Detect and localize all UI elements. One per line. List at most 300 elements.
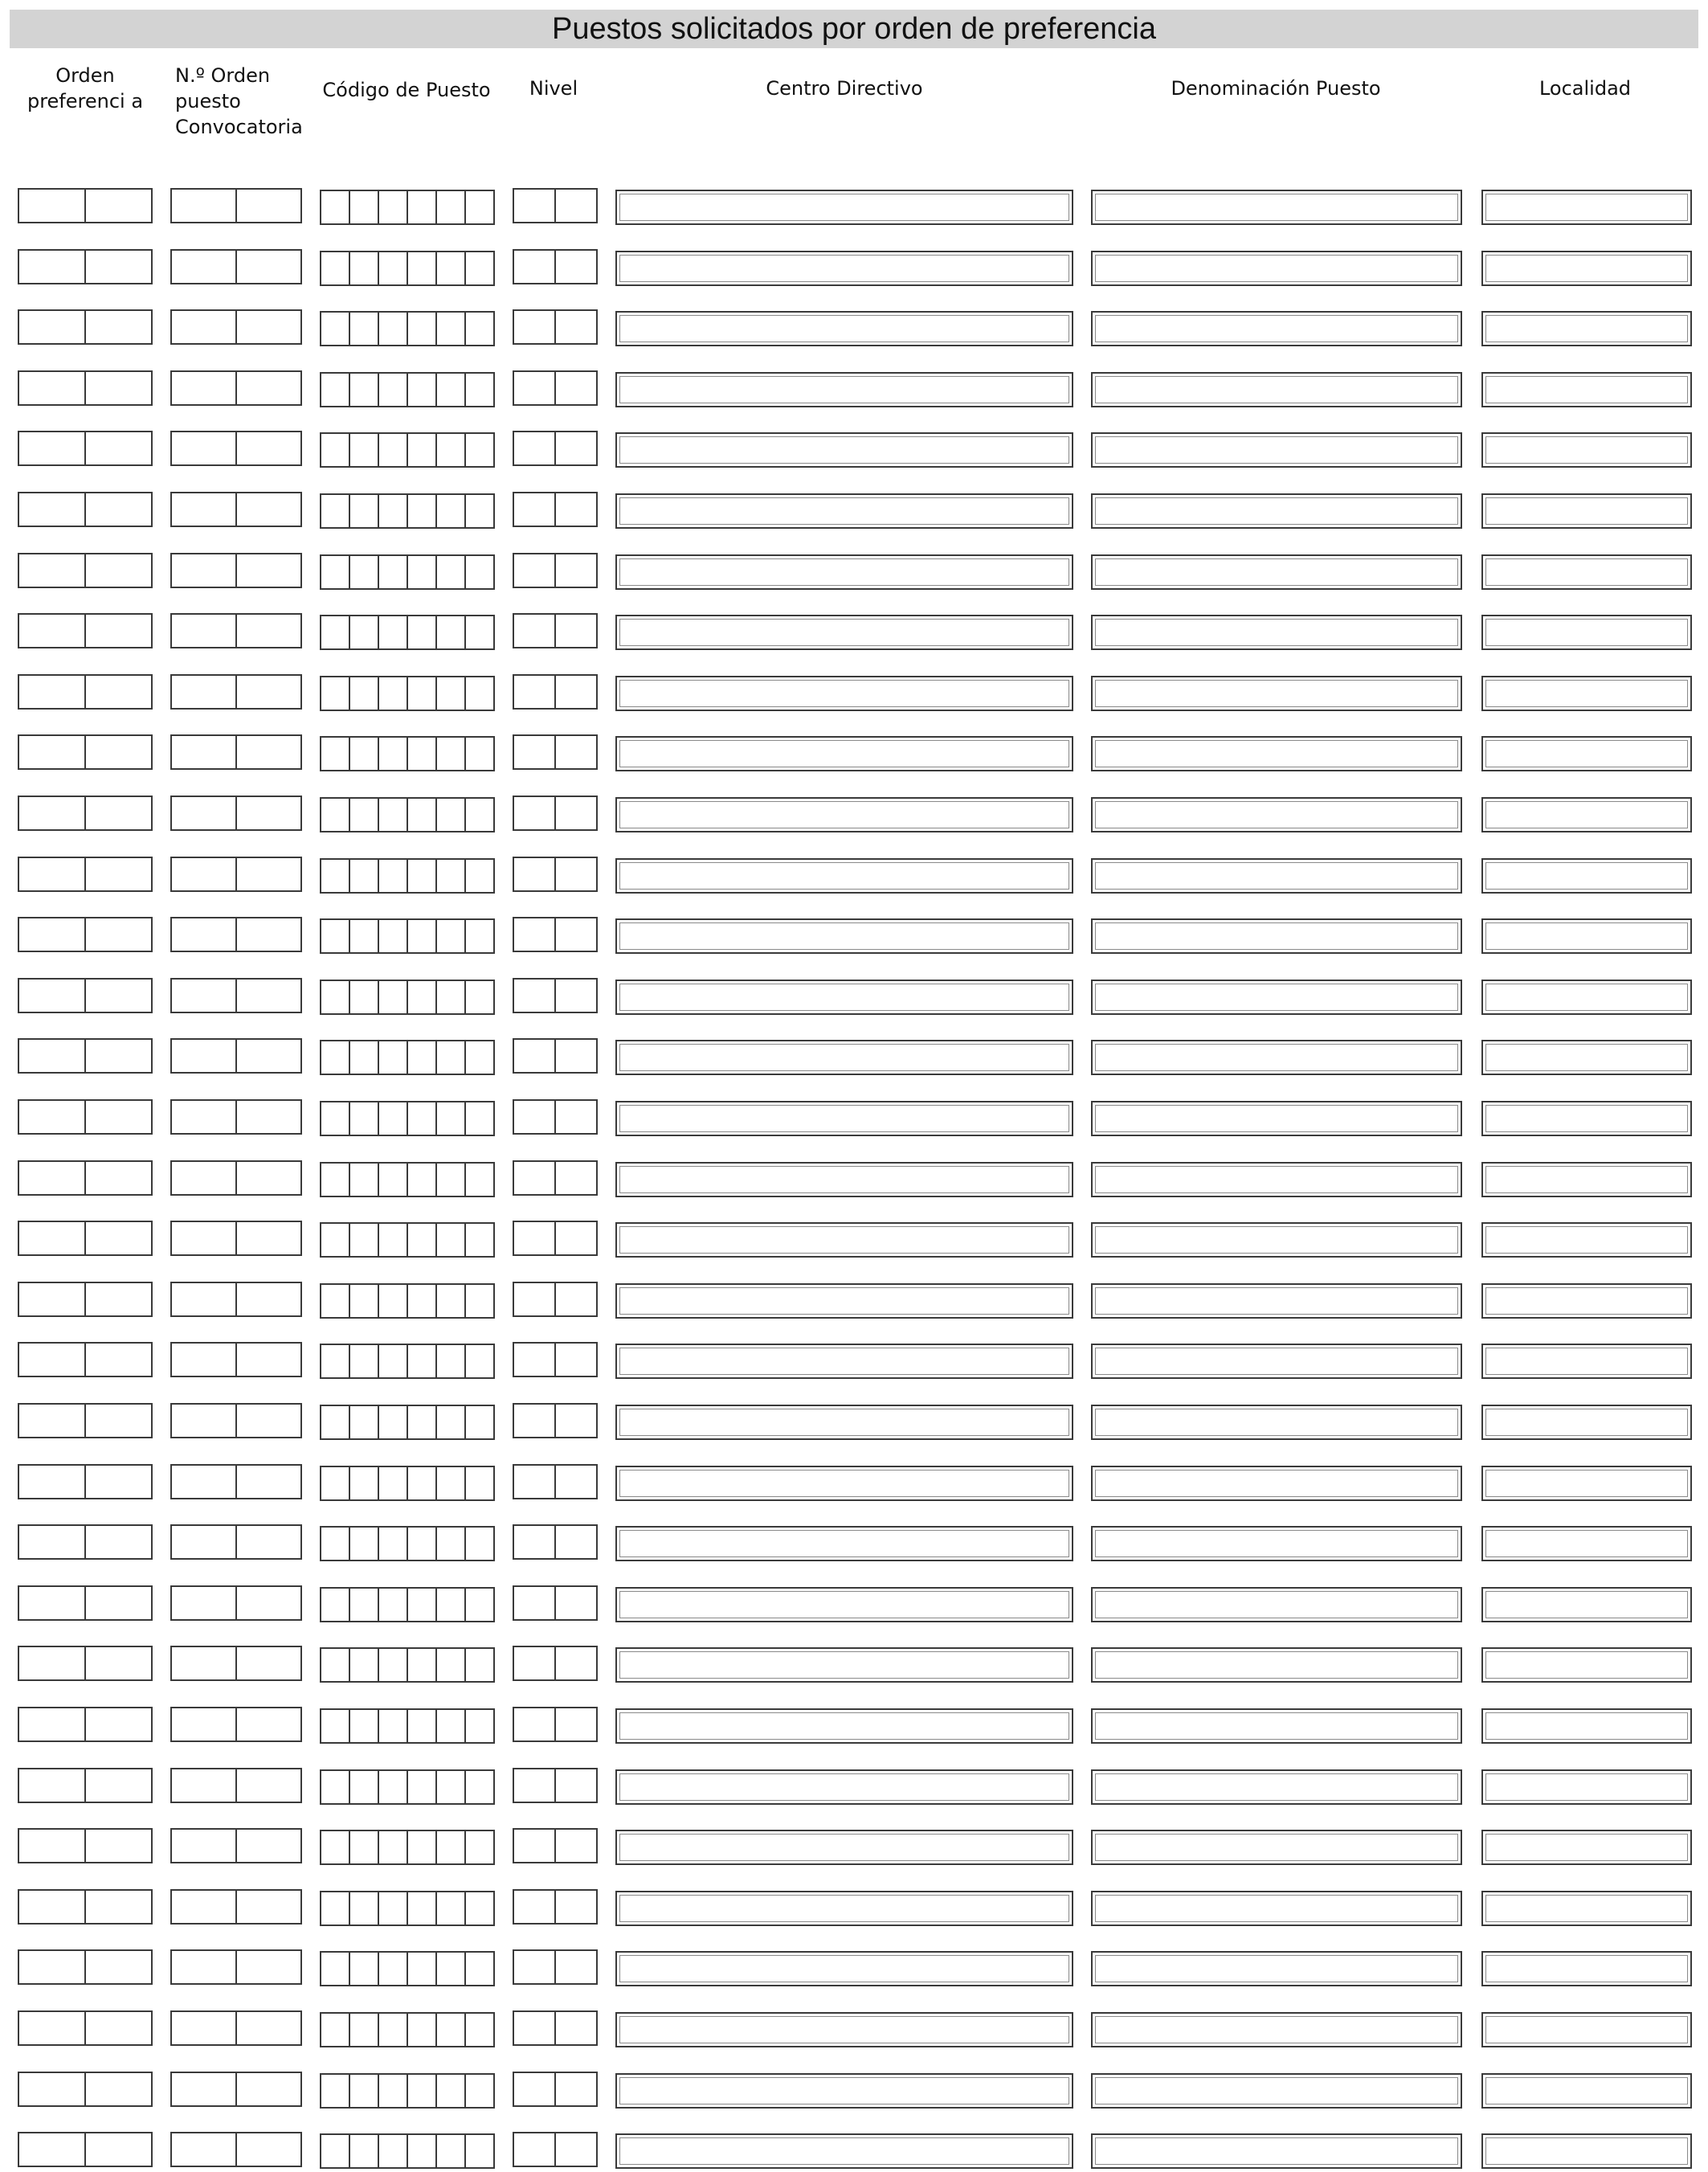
codigo-puesto-digit-cell[interactable] — [437, 1345, 466, 1377]
codigo-puesto-digit-cell[interactable] — [379, 677, 408, 710]
denominacion-puesto-field[interactable] — [1091, 736, 1462, 771]
nivel-digit-cell[interactable] — [514, 1647, 556, 1679]
codigo-puesto-digit-cell[interactable] — [466, 434, 493, 466]
orden-preferencia-digit-cell[interactable] — [19, 251, 86, 283]
codigo-puesto-digit-cell[interactable] — [437, 1649, 466, 1681]
orden-preferencia-digit-cell[interactable] — [86, 1526, 151, 1558]
codigo-puesto-digit-cell[interactable] — [350, 1589, 379, 1621]
orden-preferencia-digit-cell[interactable] — [86, 554, 151, 587]
centro-directivo-input-area[interactable] — [619, 1226, 1069, 1254]
codigo-puesto-digit-cell[interactable] — [379, 1528, 408, 1560]
codigo-puesto-digit-cell[interactable] — [466, 1892, 493, 1925]
codigo-puesto-digit-cell[interactable] — [466, 1224, 493, 1256]
codigo-puesto-digit-cell[interactable] — [466, 799, 493, 831]
denominacion-puesto-field[interactable] — [1091, 1526, 1462, 1561]
orden-preferencia-field[interactable] — [18, 613, 153, 648]
localidad-input-area[interactable] — [1485, 315, 1688, 342]
denominacion-puesto-input-area[interactable] — [1095, 1226, 1458, 1254]
n-orden-puesto-digit-cell[interactable] — [237, 1344, 300, 1376]
denominacion-puesto-input-area[interactable] — [1095, 1530, 1458, 1557]
centro-directivo-field[interactable] — [615, 2133, 1073, 2169]
centro-directivo-input-area[interactable] — [619, 1044, 1069, 1071]
codigo-puesto-digit-cell[interactable] — [437, 2135, 466, 2167]
codigo-puesto-digit-cell[interactable] — [321, 738, 350, 770]
codigo-puesto-digit-cell[interactable] — [408, 1164, 437, 1196]
nivel-digit-cell[interactable] — [514, 372, 556, 404]
n-orden-puesto-digit-cell[interactable] — [172, 1466, 237, 1498]
orden-preferencia-digit-cell[interactable] — [86, 1222, 151, 1254]
localidad-field[interactable] — [1481, 1891, 1692, 1926]
codigo-puesto-field[interactable] — [320, 1222, 495, 1258]
codigo-puesto-field[interactable] — [320, 1891, 495, 1926]
nivel-digit-cell[interactable] — [556, 2133, 596, 2166]
denominacion-puesto-field[interactable] — [1091, 2073, 1462, 2109]
n-orden-puesto-digit-cell[interactable] — [172, 554, 237, 587]
centro-directivo-input-area[interactable] — [619, 1712, 1069, 1740]
denominacion-puesto-input-area[interactable] — [1095, 2077, 1458, 2105]
codigo-puesto-digit-cell[interactable] — [379, 1589, 408, 1621]
centro-directivo-field[interactable] — [615, 1405, 1073, 1440]
n-orden-puesto-digit-cell[interactable] — [237, 1526, 300, 1558]
denominacion-puesto-input-area[interactable] — [1095, 1712, 1458, 1740]
codigo-puesto-digit-cell[interactable] — [379, 920, 408, 952]
n-orden-puesto-digit-cell[interactable] — [172, 615, 237, 647]
codigo-puesto-digit-cell[interactable] — [437, 1224, 466, 1256]
codigo-puesto-field[interactable] — [320, 1526, 495, 1561]
localidad-input-area[interactable] — [1485, 922, 1688, 950]
codigo-puesto-digit-cell[interactable] — [437, 738, 466, 770]
n-orden-puesto-digit-cell[interactable] — [172, 372, 237, 404]
codigo-puesto-digit-cell[interactable] — [466, 1710, 493, 1742]
nivel-digit-cell[interactable] — [514, 190, 556, 222]
localidad-field[interactable] — [1481, 1708, 1692, 1744]
codigo-puesto-digit-cell[interactable] — [408, 252, 437, 284]
localidad-input-area[interactable] — [1485, 194, 1688, 221]
orden-preferencia-digit-cell[interactable] — [86, 1769, 151, 1802]
nivel-field[interactable] — [513, 734, 598, 770]
codigo-puesto-field[interactable] — [320, 1162, 495, 1197]
denominacion-puesto-field[interactable] — [1091, 1405, 1462, 1440]
codigo-puesto-field[interactable] — [320, 980, 495, 1015]
nivel-digit-cell[interactable] — [556, 1405, 596, 1437]
localidad-input-area[interactable] — [1485, 1530, 1688, 1557]
codigo-puesto-digit-cell[interactable] — [350, 738, 379, 770]
localidad-input-area[interactable] — [1485, 801, 1688, 828]
centro-directivo-input-area[interactable] — [619, 740, 1069, 767]
localidad-input-area[interactable] — [1485, 1470, 1688, 1497]
nivel-digit-cell[interactable] — [556, 676, 596, 708]
nivel-field[interactable] — [513, 188, 598, 223]
codigo-puesto-digit-cell[interactable] — [350, 1528, 379, 1560]
orden-preferencia-field[interactable] — [18, 1585, 153, 1621]
localidad-input-area[interactable] — [1485, 2137, 1688, 2165]
codigo-puesto-digit-cell[interactable] — [466, 677, 493, 710]
n-orden-puesto-digit-cell[interactable] — [237, 1951, 300, 1983]
n-orden-puesto-digit-cell[interactable] — [237, 554, 300, 587]
centro-directivo-field[interactable] — [615, 251, 1073, 286]
nivel-digit-cell[interactable] — [514, 1222, 556, 1254]
nivel-digit-cell[interactable] — [556, 1891, 596, 1923]
localidad-field[interactable] — [1481, 2012, 1692, 2047]
codigo-puesto-digit-cell[interactable] — [466, 1406, 493, 1438]
orden-preferencia-field[interactable] — [18, 1464, 153, 1499]
orden-preferencia-digit-cell[interactable] — [19, 918, 86, 951]
centro-directivo-input-area[interactable] — [619, 680, 1069, 707]
denominacion-puesto-field[interactable] — [1091, 1344, 1462, 1379]
orden-preferencia-field[interactable] — [18, 370, 153, 406]
centro-directivo-input-area[interactable] — [619, 1470, 1069, 1497]
nivel-field[interactable] — [513, 1949, 598, 1985]
codigo-puesto-digit-cell[interactable] — [408, 981, 437, 1013]
nivel-field[interactable] — [513, 431, 598, 466]
n-orden-puesto-digit-cell[interactable] — [172, 858, 237, 890]
n-orden-puesto-field[interactable] — [170, 978, 302, 1013]
codigo-puesto-digit-cell[interactable] — [321, 313, 350, 345]
nivel-digit-cell[interactable] — [514, 1040, 556, 1072]
codigo-puesto-digit-cell[interactable] — [437, 1102, 466, 1135]
centro-directivo-input-area[interactable] — [619, 1651, 1069, 1679]
orden-preferencia-digit-cell[interactable] — [86, 1040, 151, 1072]
n-orden-puesto-digit-cell[interactable] — [237, 1647, 300, 1679]
centro-directivo-input-area[interactable] — [619, 436, 1069, 464]
codigo-puesto-field[interactable] — [320, 615, 495, 650]
codigo-puesto-digit-cell[interactable] — [379, 1345, 408, 1377]
localidad-input-area[interactable] — [1485, 1955, 1688, 1982]
codigo-puesto-digit-cell[interactable] — [350, 1771, 379, 1803]
denominacion-puesto-field[interactable] — [1091, 676, 1462, 711]
localidad-field[interactable] — [1481, 1647, 1692, 1683]
codigo-puesto-digit-cell[interactable] — [350, 2014, 379, 2046]
codigo-puesto-digit-cell[interactable] — [408, 677, 437, 710]
centro-directivo-input-area[interactable] — [619, 194, 1069, 221]
orden-preferencia-digit-cell[interactable] — [86, 190, 151, 222]
n-orden-puesto-digit-cell[interactable] — [237, 1769, 300, 1802]
denominacion-puesto-input-area[interactable] — [1095, 194, 1458, 221]
codigo-puesto-digit-cell[interactable] — [379, 1102, 408, 1135]
codigo-puesto-field[interactable] — [320, 190, 495, 225]
codigo-puesto-digit-cell[interactable] — [321, 2075, 350, 2107]
codigo-puesto-digit-cell[interactable] — [408, 191, 437, 223]
codigo-puesto-digit-cell[interactable] — [466, 1467, 493, 1499]
n-orden-puesto-digit-cell[interactable] — [172, 1647, 237, 1679]
orden-preferencia-field[interactable] — [18, 1768, 153, 1803]
centro-directivo-field[interactable] — [615, 1830, 1073, 1865]
orden-preferencia-digit-cell[interactable] — [86, 1708, 151, 1740]
localidad-field[interactable] — [1481, 1526, 1692, 1561]
localidad-input-area[interactable] — [1485, 1651, 1688, 1679]
centro-directivo-field[interactable] — [615, 1162, 1073, 1197]
localidad-field[interactable] — [1481, 1101, 1692, 1136]
orden-preferencia-digit-cell[interactable] — [19, 858, 86, 890]
n-orden-puesto-digit-cell[interactable] — [237, 2012, 300, 2044]
orden-preferencia-field[interactable] — [18, 1342, 153, 1377]
n-orden-puesto-digit-cell[interactable] — [237, 1466, 300, 1498]
n-orden-puesto-digit-cell[interactable] — [237, 251, 300, 283]
codigo-puesto-digit-cell[interactable] — [321, 374, 350, 406]
n-orden-puesto-field[interactable] — [170, 857, 302, 892]
orden-preferencia-digit-cell[interactable] — [19, 1405, 86, 1437]
denominacion-puesto-input-area[interactable] — [1095, 984, 1458, 1011]
orden-preferencia-digit-cell[interactable] — [19, 432, 86, 464]
codigo-puesto-digit-cell[interactable] — [408, 616, 437, 648]
n-orden-puesto-digit-cell[interactable] — [237, 2133, 300, 2166]
n-orden-puesto-field[interactable] — [170, 492, 302, 527]
codigo-puesto-digit-cell[interactable] — [321, 1285, 350, 1317]
centro-directivo-input-area[interactable] — [619, 1409, 1069, 1436]
nivel-digit-cell[interactable] — [556, 1951, 596, 1983]
codigo-puesto-digit-cell[interactable] — [379, 738, 408, 770]
nivel-digit-cell[interactable] — [556, 797, 596, 829]
codigo-puesto-field[interactable] — [320, 1283, 495, 1319]
centro-directivo-field[interactable] — [615, 1647, 1073, 1683]
localidad-input-area[interactable] — [1485, 1348, 1688, 1375]
codigo-puesto-digit-cell[interactable] — [437, 1771, 466, 1803]
codigo-puesto-digit-cell[interactable] — [379, 799, 408, 831]
orden-preferencia-digit-cell[interactable] — [86, 311, 151, 343]
n-orden-puesto-digit-cell[interactable] — [172, 432, 237, 464]
nivel-digit-cell[interactable] — [514, 2073, 556, 2105]
codigo-puesto-digit-cell[interactable] — [350, 495, 379, 527]
codigo-puesto-digit-cell[interactable] — [437, 374, 466, 406]
nivel-digit-cell[interactable] — [514, 1769, 556, 1802]
nivel-field[interactable] — [513, 309, 598, 345]
codigo-puesto-digit-cell[interactable] — [466, 981, 493, 1013]
localidad-field[interactable] — [1481, 1830, 1692, 1865]
centro-directivo-field[interactable] — [615, 736, 1073, 771]
denominacion-puesto-input-area[interactable] — [1095, 1651, 1458, 1679]
orden-preferencia-digit-cell[interactable] — [86, 493, 151, 526]
centro-directivo-field[interactable] — [615, 190, 1073, 225]
nivel-digit-cell[interactable] — [556, 372, 596, 404]
n-orden-puesto-field[interactable] — [170, 917, 302, 952]
codigo-puesto-digit-cell[interactable] — [437, 677, 466, 710]
nivel-digit-cell[interactable] — [556, 251, 596, 283]
nivel-digit-cell[interactable] — [556, 980, 596, 1012]
codigo-puesto-digit-cell[interactable] — [466, 191, 493, 223]
codigo-puesto-digit-cell[interactable] — [350, 1953, 379, 1985]
localidad-field[interactable] — [1481, 615, 1692, 650]
nivel-digit-cell[interactable] — [556, 1040, 596, 1072]
codigo-puesto-field[interactable] — [320, 1708, 495, 1744]
centro-directivo-input-area[interactable] — [619, 1348, 1069, 1375]
codigo-puesto-field[interactable] — [320, 493, 495, 529]
centro-directivo-input-area[interactable] — [619, 376, 1069, 403]
codigo-puesto-digit-cell[interactable] — [379, 1892, 408, 1925]
codigo-puesto-digit-cell[interactable] — [379, 434, 408, 466]
n-orden-puesto-digit-cell[interactable] — [237, 736, 300, 768]
denominacion-puesto-input-area[interactable] — [1095, 922, 1458, 950]
n-orden-puesto-digit-cell[interactable] — [237, 1708, 300, 1740]
denominacion-puesto-field[interactable] — [1091, 1769, 1462, 1805]
n-orden-puesto-digit-cell[interactable] — [237, 1830, 300, 1862]
codigo-puesto-digit-cell[interactable] — [321, 191, 350, 223]
codigo-puesto-digit-cell[interactable] — [350, 1041, 379, 1074]
codigo-puesto-digit-cell[interactable] — [350, 677, 379, 710]
n-orden-puesto-digit-cell[interactable] — [172, 1040, 237, 1072]
localidad-field[interactable] — [1481, 1344, 1692, 1379]
localidad-field[interactable] — [1481, 311, 1692, 346]
centro-directivo-field[interactable] — [615, 2012, 1073, 2047]
nivel-digit-cell[interactable] — [556, 1222, 596, 1254]
codigo-puesto-digit-cell[interactable] — [350, 1892, 379, 1925]
denominacion-puesto-input-area[interactable] — [1095, 1105, 1458, 1132]
orden-preferencia-digit-cell[interactable] — [19, 554, 86, 587]
codigo-puesto-field[interactable] — [320, 2012, 495, 2047]
orden-preferencia-digit-cell[interactable] — [19, 980, 86, 1012]
codigo-puesto-digit-cell[interactable] — [437, 1953, 466, 1985]
centro-directivo-field[interactable] — [615, 1040, 1073, 1075]
denominacion-puesto-field[interactable] — [1091, 1283, 1462, 1319]
codigo-puesto-digit-cell[interactable] — [321, 1892, 350, 1925]
n-orden-puesto-digit-cell[interactable] — [237, 1162, 300, 1194]
codigo-puesto-digit-cell[interactable] — [466, 1771, 493, 1803]
codigo-puesto-digit-cell[interactable] — [408, 495, 437, 527]
codigo-puesto-field[interactable] — [320, 918, 495, 954]
n-orden-puesto-digit-cell[interactable] — [172, 736, 237, 768]
orden-preferencia-digit-cell[interactable] — [86, 1830, 151, 1862]
orden-preferencia-digit-cell[interactable] — [86, 1101, 151, 1133]
codigo-puesto-digit-cell[interactable] — [321, 920, 350, 952]
n-orden-puesto-digit-cell[interactable] — [237, 432, 300, 464]
n-orden-puesto-digit-cell[interactable] — [172, 1769, 237, 1802]
orden-preferencia-field[interactable] — [18, 734, 153, 770]
nivel-digit-cell[interactable] — [514, 736, 556, 768]
orden-preferencia-field[interactable] — [18, 978, 153, 1013]
localidad-field[interactable] — [1481, 1769, 1692, 1805]
denominacion-puesto-input-area[interactable] — [1095, 255, 1458, 282]
codigo-puesto-field[interactable] — [320, 1769, 495, 1805]
n-orden-puesto-field[interactable] — [170, 1342, 302, 1377]
orden-preferencia-digit-cell[interactable] — [19, 1891, 86, 1923]
centro-directivo-field[interactable] — [615, 432, 1073, 468]
codigo-puesto-digit-cell[interactable] — [379, 1710, 408, 1742]
n-orden-puesto-field[interactable] — [170, 1038, 302, 1074]
centro-directivo-field[interactable] — [615, 554, 1073, 590]
localidad-field[interactable] — [1481, 1162, 1692, 1197]
nivel-field[interactable] — [513, 1768, 598, 1803]
codigo-puesto-digit-cell[interactable] — [408, 1345, 437, 1377]
codigo-puesto-digit-cell[interactable] — [379, 1649, 408, 1681]
localidad-field[interactable] — [1481, 432, 1692, 468]
n-orden-puesto-digit-cell[interactable] — [237, 918, 300, 951]
codigo-puesto-digit-cell[interactable] — [379, 981, 408, 1013]
nivel-digit-cell[interactable] — [514, 2012, 556, 2044]
nivel-digit-cell[interactable] — [556, 1587, 596, 1619]
codigo-puesto-digit-cell[interactable] — [379, 191, 408, 223]
nivel-digit-cell[interactable] — [514, 980, 556, 1012]
denominacion-puesto-input-area[interactable] — [1095, 497, 1458, 525]
orden-preferencia-digit-cell[interactable] — [19, 615, 86, 647]
nivel-digit-cell[interactable] — [514, 554, 556, 587]
codigo-puesto-digit-cell[interactable] — [350, 2135, 379, 2167]
codigo-puesto-digit-cell[interactable] — [321, 1710, 350, 1742]
denominacion-puesto-input-area[interactable] — [1095, 862, 1458, 890]
denominacion-puesto-input-area[interactable] — [1095, 1287, 1458, 1315]
centro-directivo-input-area[interactable] — [619, 2077, 1069, 2105]
codigo-puesto-digit-cell[interactable] — [437, 920, 466, 952]
denominacion-puesto-input-area[interactable] — [1095, 558, 1458, 586]
n-orden-puesto-field[interactable] — [170, 431, 302, 466]
orden-preferencia-digit-cell[interactable] — [86, 797, 151, 829]
nivel-digit-cell[interactable] — [556, 1162, 596, 1194]
denominacion-puesto-field[interactable] — [1091, 372, 1462, 407]
nivel-digit-cell[interactable] — [514, 1466, 556, 1498]
localidad-input-area[interactable] — [1485, 1591, 1688, 1618]
codigo-puesto-digit-cell[interactable] — [466, 1831, 493, 1863]
codigo-puesto-digit-cell[interactable] — [321, 252, 350, 284]
centro-directivo-field[interactable] — [615, 372, 1073, 407]
codigo-puesto-digit-cell[interactable] — [350, 799, 379, 831]
codigo-puesto-digit-cell[interactable] — [321, 1467, 350, 1499]
n-orden-puesto-field[interactable] — [170, 1464, 302, 1499]
localidad-field[interactable] — [1481, 797, 1692, 832]
codigo-puesto-digit-cell[interactable] — [379, 2135, 408, 2167]
nivel-digit-cell[interactable] — [556, 2073, 596, 2105]
centro-directivo-input-area[interactable] — [619, 2016, 1069, 2043]
n-orden-puesto-field[interactable] — [170, 249, 302, 284]
codigo-puesto-digit-cell[interactable] — [350, 1406, 379, 1438]
n-orden-puesto-field[interactable] — [170, 2072, 302, 2107]
orden-preferencia-field[interactable] — [18, 1160, 153, 1196]
n-orden-puesto-digit-cell[interactable] — [172, 676, 237, 708]
codigo-puesto-digit-cell[interactable] — [466, 1953, 493, 1985]
n-orden-puesto-digit-cell[interactable] — [237, 858, 300, 890]
n-orden-puesto-field[interactable] — [170, 1707, 302, 1742]
codigo-puesto-digit-cell[interactable] — [379, 1224, 408, 1256]
codigo-puesto-digit-cell[interactable] — [350, 1102, 379, 1135]
codigo-puesto-digit-cell[interactable] — [379, 1041, 408, 1074]
codigo-puesto-field[interactable] — [320, 1587, 495, 1622]
localidad-field[interactable] — [1481, 736, 1692, 771]
centro-directivo-field[interactable] — [615, 2073, 1073, 2109]
localidad-field[interactable] — [1481, 858, 1692, 894]
orden-preferencia-digit-cell[interactable] — [86, 918, 151, 951]
centro-directivo-input-area[interactable] — [619, 922, 1069, 950]
codigo-puesto-digit-cell[interactable] — [379, 2075, 408, 2107]
codigo-puesto-digit-cell[interactable] — [408, 1831, 437, 1863]
codigo-puesto-digit-cell[interactable] — [350, 1285, 379, 1317]
centro-directivo-input-area[interactable] — [619, 862, 1069, 890]
codigo-puesto-field[interactable] — [320, 554, 495, 590]
nivel-field[interactable] — [513, 370, 598, 406]
orden-preferencia-digit-cell[interactable] — [19, 1222, 86, 1254]
denominacion-puesto-field[interactable] — [1091, 797, 1462, 832]
codigo-puesto-digit-cell[interactable] — [408, 1224, 437, 1256]
codigo-puesto-digit-cell[interactable] — [321, 1345, 350, 1377]
nivel-field[interactable] — [513, 1464, 598, 1499]
orden-preferencia-digit-cell[interactable] — [86, 432, 151, 464]
denominacion-puesto-input-area[interactable] — [1095, 2137, 1458, 2165]
denominacion-puesto-input-area[interactable] — [1095, 680, 1458, 707]
n-orden-puesto-digit-cell[interactable] — [172, 918, 237, 951]
denominacion-puesto-input-area[interactable] — [1095, 740, 1458, 767]
codigo-puesto-digit-cell[interactable] — [408, 1285, 437, 1317]
orden-preferencia-digit-cell[interactable] — [19, 1951, 86, 1983]
localidad-input-area[interactable] — [1485, 2016, 1688, 2043]
localidad-input-area[interactable] — [1485, 1712, 1688, 1740]
codigo-puesto-digit-cell[interactable] — [379, 860, 408, 892]
nivel-digit-cell[interactable] — [514, 797, 556, 829]
denominacion-puesto-field[interactable] — [1091, 2133, 1462, 2169]
nivel-digit-cell[interactable] — [556, 1769, 596, 1802]
nivel-field[interactable] — [513, 492, 598, 527]
orden-preferencia-field[interactable] — [18, 1646, 153, 1681]
localidad-input-area[interactable] — [1485, 255, 1688, 282]
localidad-field[interactable] — [1481, 1587, 1692, 1622]
codigo-puesto-digit-cell[interactable] — [379, 1406, 408, 1438]
codigo-puesto-digit-cell[interactable] — [437, 616, 466, 648]
codigo-puesto-digit-cell[interactable] — [321, 1771, 350, 1803]
